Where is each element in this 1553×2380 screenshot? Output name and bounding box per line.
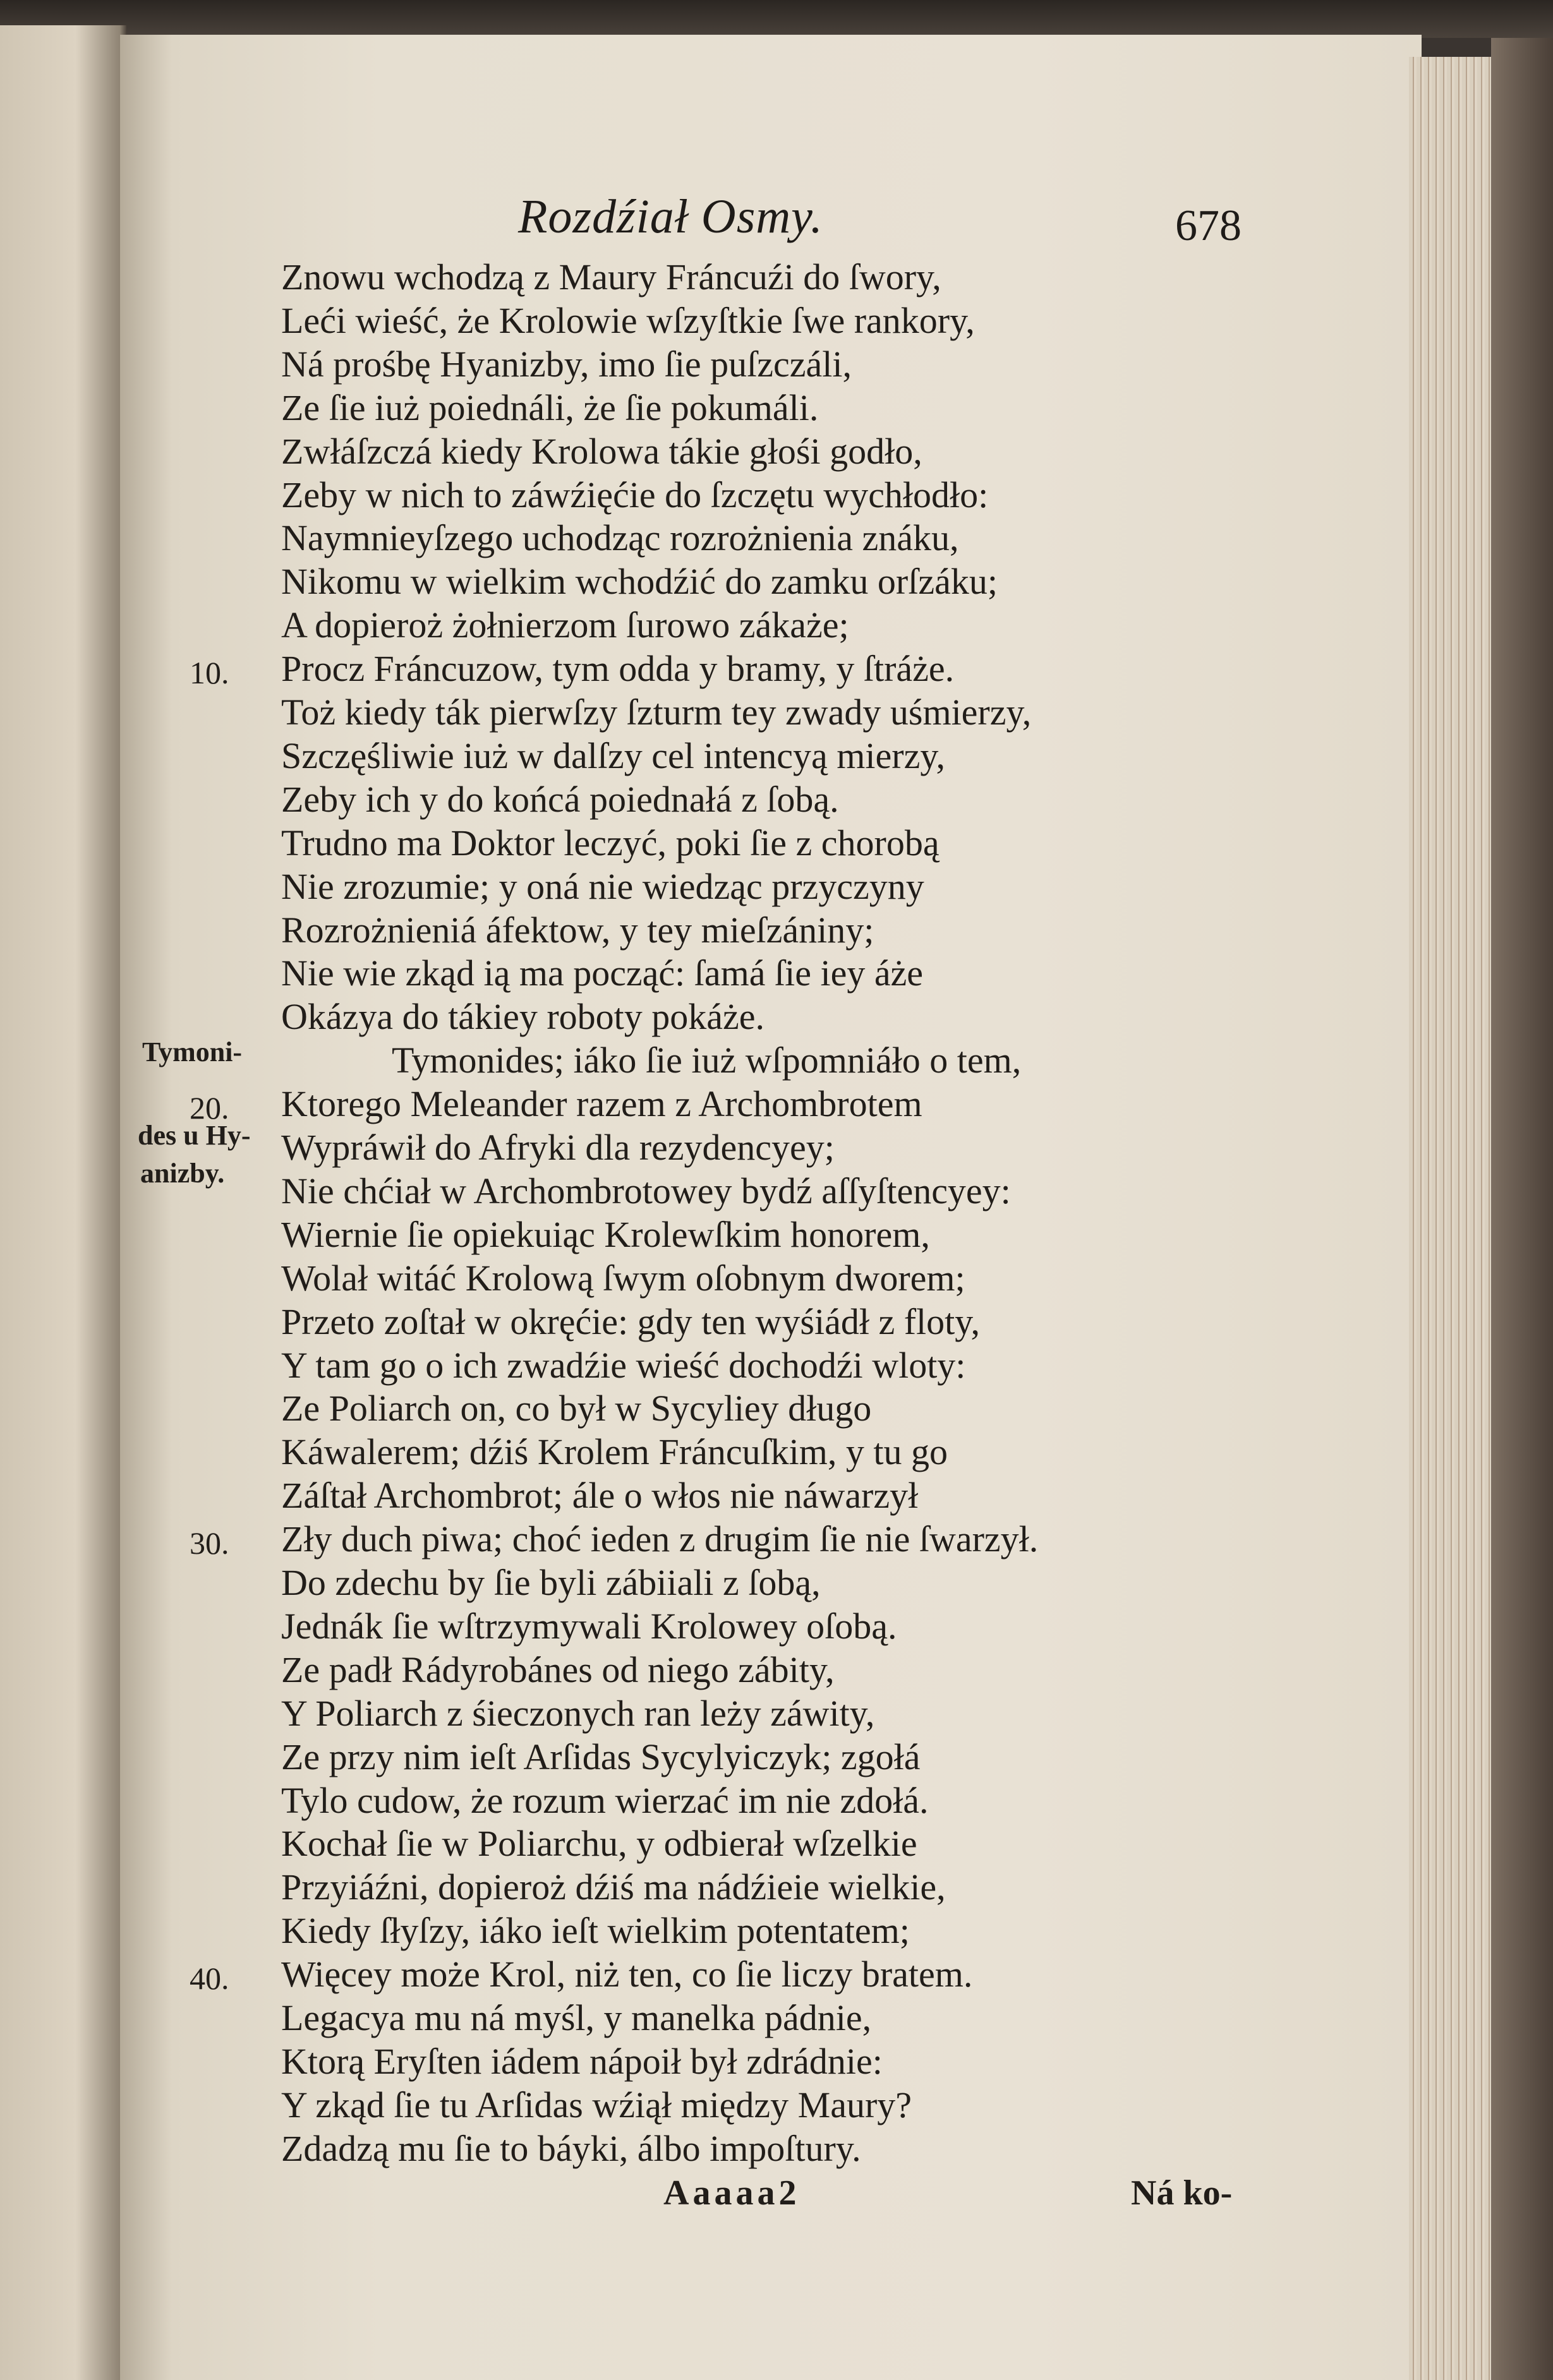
verse-line: Nie chćiał w Archombrotowey bydź aſſyſtencyey: [281,1170,1011,1211]
verse-line: Y zkąd ſie tu Arſidas wźiął między Maury? [281,2084,912,2125]
verse-line: A dopieroż żołnierzom ſurowo zákaże; [281,604,849,646]
verse-line: Zeby ich y do końcá poiednałá z ſobą. [281,778,839,820]
verse-line: Więcey może Krol, niż ten, co ſie liczy bratem. [281,1954,973,1995]
verse-line: Zeby w nich to záwźięćie do ſzczętu wychłodło: [281,474,989,515]
verse-line: Trudno ma Doktor leczyć, poki ſie z chorobą [281,822,940,863]
verse-line: Ná prośbę Hyanizby, imo ſie puſzczáli, [281,343,852,385]
verse-line: Káwalerem; dźiś Krolem Fráncuſkim, y tu go [281,1431,948,1473]
line-number: 20. [190,1090,229,1126]
verse-line: Kiedy ſłyſzy, iáko ieſt wielkim potentatem; [281,1910,910,1952]
verse-line: Szczęśliwie iuż w dalſzy cel intencyą mierzy, [281,735,946,776]
verse-line: Ze ſie iuż poiednáli, że ſie pokumáli. [281,387,819,428]
facing-page-edge [0,25,126,2380]
page-number: 678 [1175,201,1242,250]
verse-line: Jednák ſie wſtrzymywali Krolowey oſobą. [281,1605,897,1647]
verse-line: Procz Fráncuzow, tym odda y bramy, y ſtráże. [281,648,955,690]
verse-line: Toż kiedy ták pierwſzy ſzturm tey zwady uśmierzy, [281,692,1032,733]
verse-line: Ze Poliarch on, co był w Sycyliey długo [281,1388,872,1429]
verse-line: Y tam go o ich zwadźie wieść dochodźi wloty: [281,1344,966,1386]
verse-line: Przeto zoſtał w okręćie: gdy ten wyśiádł z floty, [281,1301,980,1342]
verse-line: Wiernie ſie opiekuiąc Krolewſkim honorem, [281,1213,930,1255]
signature-mark: Aaaaa2 [663,2173,801,2213]
verse-line: Ktorą Eryſten iádem nápoił był zdrádnie: [281,2040,883,2082]
line-number: 40. [190,1961,229,1997]
verse-line: Leći wieść, że Krolowie wſzyſtkie ſwe rankory, [281,299,975,341]
book-cover-edge [1491,38,1553,2380]
verse-line: Ze przy nim ieſt Arſidas Sycylyiczyk; zgołá [281,1736,921,1777]
verse-line: Ze padł Rádyrobánes od niego zábity, [281,1649,835,1690]
verse-line: Ktorego Meleander razem z Archombrotem [281,1083,922,1125]
verse-line: Okázya do tákiey roboty pokáże. [281,996,764,1038]
verse-line: Záſtał Archombrot; ále o włos nie náwarzył [281,1475,919,1517]
catchword: Ná ko- [1131,2173,1233,2213]
verse-line: Y Poliarch z śieczonych ran leży záwity, [281,1692,875,1734]
margin-note-line: Tymoni- [142,1037,243,1067]
verse-line: Tymonides; iáko ſie iuż wſpomniáło o tem, [392,1040,1022,1081]
book-cover-top [0,0,1553,38]
verse-line: Zdadzą mu ſie to báyki, álbo impoſtury. [281,2127,861,2169]
verse-line: Tylo cudow, że rozum wierzać im nie zdołá. [281,1779,929,1821]
verse-line: Wypráwił do Afryki dla rezydencyey; [281,1127,835,1168]
margin-note-line: des u Hy- [138,1120,251,1151]
verse-line: Nie wie zkąd ią ma począć: ſamá ſie iey áże [281,953,924,994]
verse-line: Nie zrozumie; y oná nie wiedząc przyczyny [281,865,924,907]
line-number: 30. [190,1525,229,1561]
running-header: Rozdźiał Osmy. [518,190,823,243]
verse-line: Rozrożnieniá áfektow, y tey mieſzániny; [281,909,874,951]
line-number: 10. [190,655,229,691]
verse-line: Zły duch piwa; choć ieden z drugim ſie nie ſwarzył. [281,1518,1039,1560]
verse-line: Kochał ſie w Poliarchu, y odbierał wſzelkie [281,1823,917,1865]
page-stack-edge [1409,57,1491,2380]
verse-line: Wolał witáć Krolową ſwym oſobnym dworem; [281,1257,965,1299]
verse-line: Przyiáźni, dopieroż dźiś ma nádźieie wielkie, [281,1866,946,1908]
margin-note-line: anizby. [140,1158,225,1189]
verse-line: Naymnieyſzego uchodząc rozrożnienia znáku, [281,517,959,559]
verse-line: Znowu wchodzą z Maury Fráncuźi do ſwory, [281,256,941,298]
verse-line: Legacya mu ná myśl, y manelka pádnie, [281,1997,872,2038]
verse-line: Zwłáſzczá kiedy Krolowa tákie głośi godło, [281,430,922,472]
verse-line: Nikomu w wielkim wchodźić do zamku orſzáku; [281,561,998,603]
verse-line: Do zdechu by ſie byli zábiiali z ſobą, [281,1562,821,1603]
